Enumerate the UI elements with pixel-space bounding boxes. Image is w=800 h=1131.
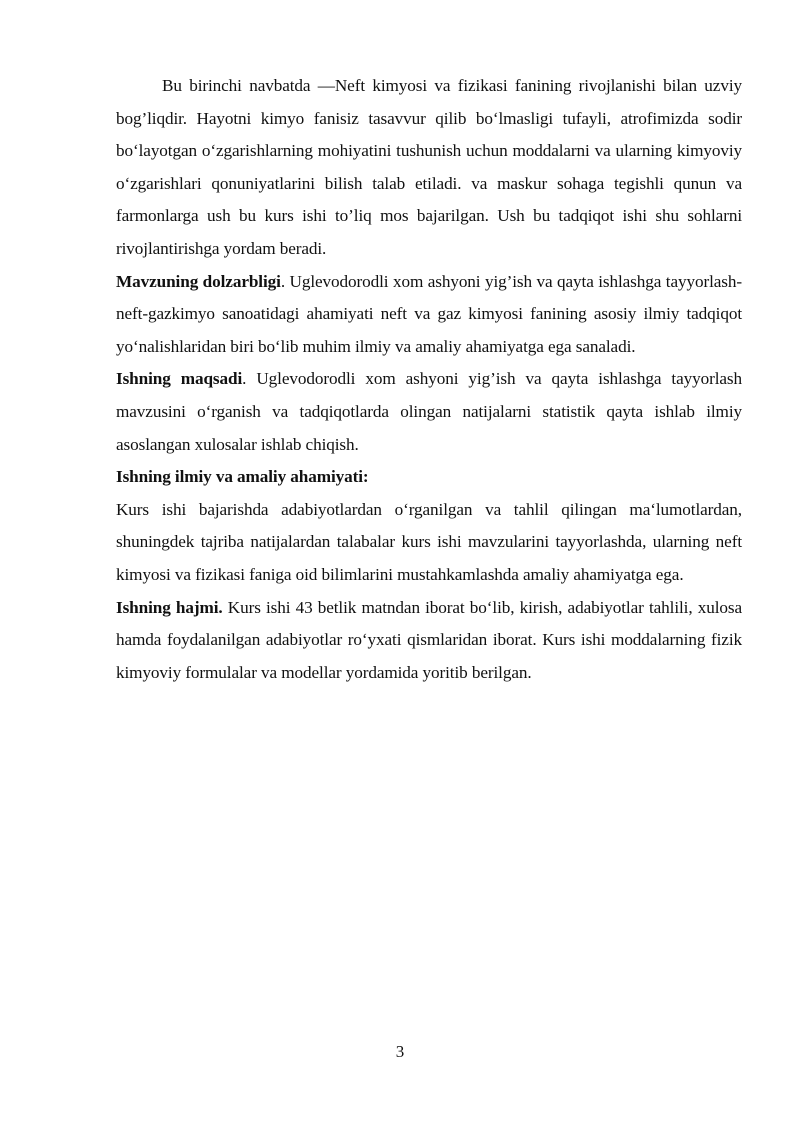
relevance-heading: Mavzuning dolzarbligi [116, 271, 281, 291]
relevance-paragraph [116, 266, 742, 364]
volume-paragraph [116, 592, 742, 690]
significance-heading: Ishning ilmiy va amaliy ahamiyati: [116, 467, 369, 487]
goal-heading: Ishning maqsadi [116, 369, 243, 389]
relevance-text: . Uglevodorodli xom ashyoni yig’ish va qayta ishlashga tayyorlash- neft-gazkimyo sanoatidagi ahamiyati neft va gaz kimyosi fanining asosiy ilmiy tadqiqot yo‘nalishlaridan biri bo‘lib muhim ilmiy va amaliy ahamiyatga ega sanaladi. [116, 271, 742, 356]
volume-text: Kurs ishi 43 betlik matndan iborat bo‘lib, kirish, adabiyotlar tahlili, xulosa hamda foydalanilgan adabiyotlar ro‘yxati qismlaridan iborat. Kurs ishi moddalarning fizik kimyoviy formulalar va modellar yordamida yoritib berilgan. [116, 597, 742, 682]
page-body [116, 70, 742, 689]
significance-paragraph: Kurs ishi bajarishda adabiyotlardan o‘rganilgan va tahlil qilingan ma‘lumotlardan, shuningdek tajriba natijalardan talabalar kurs ishi mavzularini tayyorlashda, ularning neft kimyosi va fizikasi faniga oid bilimlarini mustahkamlashda amaliy ahamiyatga ega. [116, 499, 742, 584]
volume-heading: Ishning hajmi. [116, 597, 223, 617]
page-number: 3 [395, 1042, 405, 1061]
goal-text: . Uglevodorodli xom ashyoni yig’ish va qayta ishlashga tayyorlash mavzusini o‘rganish va tadqiqotlarda olingan natijalarni statistik qayta ishlab ilmiy asoslangan xulosalar ishlab chiqish. [116, 369, 742, 454]
goal-paragraph [116, 363, 742, 461]
intro-paragraph: Bu birinchi navbatda —Neft kimyosi va fizikasi fanining rivojlanishi bilan uzviy bog’liqdir. Hayotni kimyo fanisiz tasavvur qilib bo‘lmasligi tufayli, atrofimizda sodir bo‘layotgan o‘zgarishlarning mohiyatini tushunish uchun moddalarni va ularning kimyoviy o‘zgarishlari qonuniyatlarini bilish talab etiladi. va maskur sohaga tegishli qunun va farmonlarga ush bu kurs ishi to’liq mos bajarilgan. Ush bu tadqiqot ishi shu sohlarni rivojlantirishga yordam beradi. [116, 76, 742, 258]
